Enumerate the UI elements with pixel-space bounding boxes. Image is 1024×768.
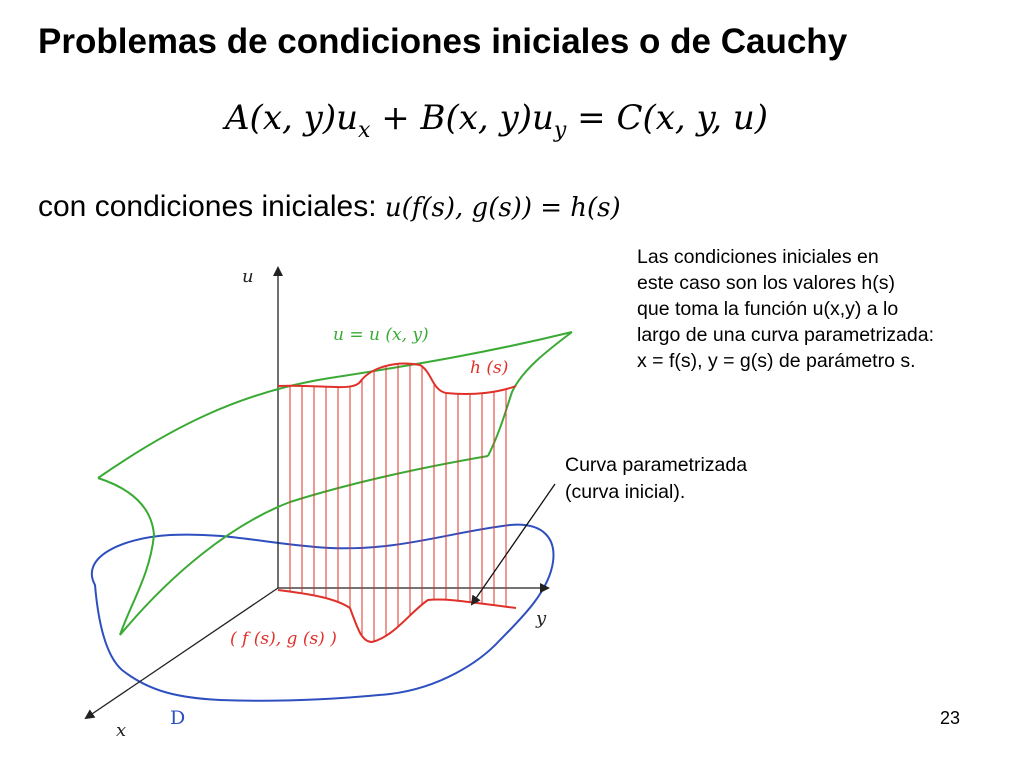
domain-curve [92, 525, 554, 701]
pde-sub-x: x [357, 117, 371, 143]
domain-label: D [170, 707, 186, 729]
pde-term-a: A(x, y)u [225, 98, 358, 138]
pde-term-b: + B(x, y)u [370, 98, 554, 138]
curve-callout-line: Curva parametrizada [565, 454, 748, 476]
axis-u-label: u [242, 266, 254, 287]
slide-title: Problemas de condiciones iniciales o de Cauchy [38, 22, 848, 61]
surface-right-edge [488, 332, 572, 456]
surface-label: u = u (x, y) [333, 325, 429, 345]
note-line: Las condiciones iniciales en [637, 246, 879, 268]
pde-sub-y: y [553, 117, 567, 143]
curve-callout-line: (curva inicial). [565, 481, 686, 503]
surface-top-edge [98, 332, 572, 478]
page-number: 23 [940, 708, 961, 728]
curtain-verticals [290, 364, 506, 642]
surface-left-edge [98, 478, 154, 635]
initial-condition-label: con condiciones iniciales: [38, 190, 385, 223]
axis-x-label: x [116, 720, 127, 741]
h-curtain [278, 364, 516, 642]
note-line: x = f(s), y = g(s) de parámetro s. [637, 350, 916, 372]
h-label: h (s) [470, 358, 509, 378]
initial-condition-formula: u(f(s), g(s)) = h(s) [384, 193, 621, 223]
pde-rhs: = C(x, y, u) [566, 98, 769, 138]
axis-x-line [86, 588, 278, 718]
note-line: largo de una curva parametrizada: [637, 324, 935, 346]
note-line: que toma la función u(x,y) a lo [637, 298, 899, 320]
curve-fg-label: ( f (s), g (s) ) [230, 629, 337, 649]
note-line: este caso son los valores h(s) [637, 272, 895, 294]
callout-arrow [472, 484, 555, 604]
axis-y-label: y [536, 608, 547, 629]
